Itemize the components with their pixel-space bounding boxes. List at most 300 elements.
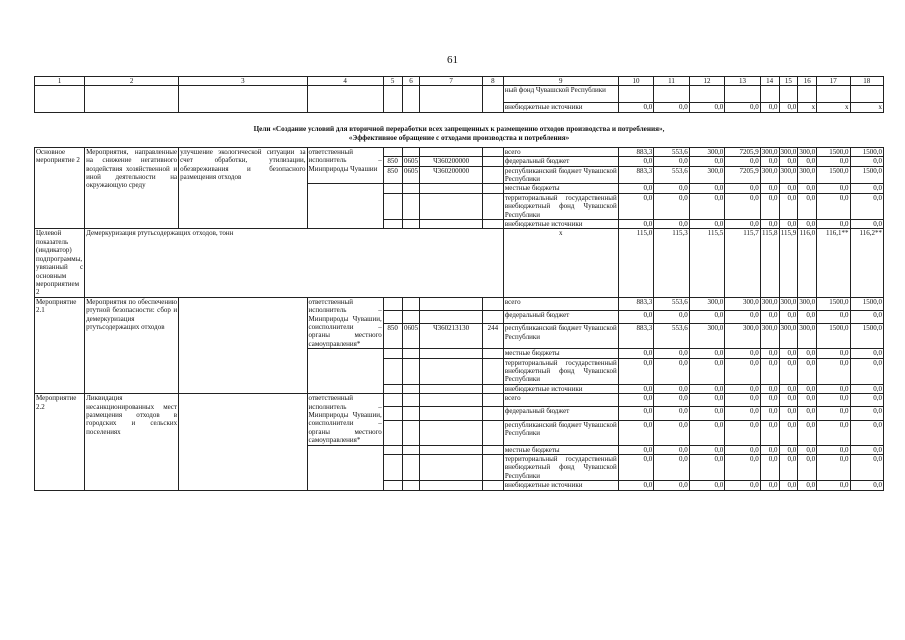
value-cell: 0,0: [850, 455, 884, 481]
source-cell: ный фонд Чувашской Республики: [503, 86, 618, 103]
column-header: 1: [35, 77, 85, 86]
code-cell: 244: [482, 324, 503, 349]
value-cell: 1500,0: [817, 147, 850, 156]
executor: [307, 445, 383, 490]
value-cell: 0,0: [760, 394, 779, 407]
table-cell: [798, 86, 817, 103]
source-cell: территориальный государственный внебюджетный фонд Чувашской Республики: [504, 193, 617, 219]
code-cell: [402, 349, 420, 358]
code-cell: [383, 193, 402, 219]
value-cell: 0,0: [779, 394, 798, 407]
source-cell: республиканский бюджет Чувашской Республики: [503, 324, 618, 349]
value-cell: 0,0: [654, 407, 690, 420]
value-cell: 0,0: [850, 394, 884, 407]
code-cell: [482, 349, 503, 358]
value-cell: 0,0: [779, 358, 798, 384]
code-cell: [383, 455, 402, 481]
value-cell: 116,0: [798, 229, 817, 297]
table-cell: [817, 86, 850, 103]
code-cell: [402, 394, 420, 407]
value-cell: 0,0: [689, 407, 725, 420]
code-cell: [482, 420, 503, 445]
code-cell: [402, 481, 420, 490]
value-cell: 0,0: [779, 481, 798, 490]
value-cell: 1500,0: [850, 147, 884, 156]
goal-heading: [35, 112, 884, 147]
indicator-title: Целевой показатель (индикатор) подпрограммы, увязанный с основным мероприятием 2: [36, 229, 84, 297]
value-cell: 553,6: [654, 147, 690, 156]
value-cell: 0,0: [850, 310, 884, 323]
table-row: [35, 297, 884, 310]
column-header: 6: [402, 77, 420, 86]
measure-goal: улучшение экологической ситуации за счет обработки, утилизации, обезвреживания и безопасного размещения отходов: [179, 147, 307, 229]
measure-title: Основное мероприятие 2: [35, 147, 85, 229]
code-cell: [402, 220, 420, 229]
value-cell: 0,0: [779, 193, 798, 219]
value-cell: 0,0: [654, 310, 690, 323]
indicator-row: [35, 229, 884, 297]
value-cell: 0,0: [850, 349, 884, 358]
value-cell: 1500,0: [817, 324, 850, 349]
value-cell: 0,0: [689, 220, 725, 229]
value-cell: 0,0: [817, 349, 850, 358]
value-cell: 0,0: [760, 420, 779, 445]
value-cell: 0,0: [760, 358, 779, 384]
table-row: [35, 147, 884, 156]
value-cell: 300,0: [779, 166, 798, 184]
value-cell: 1500,0: [817, 166, 850, 184]
value-cell: 0,0: [760, 349, 779, 358]
column-header: 10: [618, 77, 654, 86]
column-header: 11: [654, 77, 690, 86]
code-cell: [420, 297, 483, 310]
code-cell: [482, 220, 503, 229]
code-cell: [402, 455, 420, 481]
code-cell: [420, 184, 483, 193]
column-header: 5: [383, 77, 402, 86]
value-cell: 0,0: [689, 310, 725, 323]
value-cell: 0,0: [779, 420, 798, 445]
value-cell: 300,0: [779, 324, 798, 349]
value-cell: 0,0: [725, 193, 761, 219]
value-cell: 553,6: [654, 166, 690, 184]
column-header: 14: [760, 77, 779, 86]
source-cell: всего: [503, 147, 618, 156]
table-row: [35, 394, 884, 407]
code-cell: [402, 420, 420, 445]
executor: ответственный исполнитель – Минприроды Чувашии, соисполнители – органы местного самоуправления*: [308, 394, 382, 445]
table-cell: [850, 86, 884, 103]
code-cell: [383, 184, 402, 193]
code-cell: [482, 166, 503, 184]
value-cell: 553,6: [654, 324, 690, 349]
code-cell: [482, 455, 503, 481]
value-cell: 0,0: [618, 420, 654, 445]
code-cell: Ч360200000: [420, 157, 483, 166]
code-cell: [482, 358, 503, 384]
value-cell: 0,0: [817, 455, 850, 481]
value-cell: 0,0: [798, 193, 817, 219]
code-cell: [420, 193, 483, 219]
source-cell: внебюджетные источники: [503, 481, 618, 490]
code-cell: [383, 220, 402, 229]
value-cell: 1500,0: [850, 297, 884, 310]
code-cell: [482, 394, 503, 407]
value-cell: 115,5: [689, 229, 725, 297]
value-cell: 0,0: [850, 481, 884, 490]
value-cell: 0,0: [689, 349, 725, 358]
value-cell: 300,0: [725, 297, 761, 310]
code-cell: [383, 407, 402, 420]
value-cell: 0,0: [817, 358, 850, 384]
code-cell: [420, 349, 483, 358]
executor: ответственный исполнитель – Минприроды Чувашии: [307, 147, 383, 184]
code-cell: [383, 394, 402, 407]
value-cell: 0,0: [618, 481, 654, 490]
value-cell: 0,0: [798, 157, 817, 166]
column-header: 8: [482, 77, 503, 86]
value-cell: 0,0: [779, 384, 798, 393]
value-cell: 7205,9: [725, 147, 761, 156]
goal-line: «Эффективное обращение с отходами производства и потребления»: [348, 133, 570, 142]
code-cell: [402, 193, 420, 219]
code-cell: [420, 394, 483, 407]
executor: ответственный исполнитель – Минприроды Чувашии, соисполнители – органы местного самоуправления*: [308, 297, 382, 348]
code-cell: [383, 310, 402, 323]
header-row: [35, 77, 884, 86]
code-cell: [482, 384, 503, 393]
value-cell: 0,0: [654, 184, 690, 193]
code-cell: [383, 297, 402, 310]
value-cell: 0,0: [654, 103, 690, 112]
measure-title: Мероприятие 2.2: [35, 394, 85, 490]
column-header: 7: [420, 77, 483, 86]
indicator-x: x: [503, 229, 618, 297]
value-cell: 0,0: [618, 349, 654, 358]
value-cell: 0,0: [760, 445, 779, 454]
column-header: 13: [725, 77, 761, 86]
table-cell: [420, 86, 483, 112]
value-cell: 0,0: [618, 103, 654, 112]
code-cell: [482, 297, 503, 310]
value-cell: 0,0: [779, 220, 798, 229]
value-cell: 300,0: [689, 297, 725, 310]
source-cell: внебюджетные источники: [503, 384, 618, 393]
value-cell: 0,0: [779, 157, 798, 166]
value-cell: 0,0: [725, 349, 761, 358]
source-cell: всего: [503, 394, 618, 407]
indicator-name: Демеркуризация ртутьсодержащих отходов, тонн: [85, 229, 504, 297]
value-cell: 0,0: [779, 310, 798, 323]
value-cell: 0,0: [618, 157, 654, 166]
value-cell: 300,0: [798, 166, 817, 184]
value-cell: 0,0: [798, 394, 817, 407]
value-cell: 0,0: [618, 310, 654, 323]
source-cell: местные бюджеты: [503, 445, 618, 454]
measure-goal: [179, 394, 307, 490]
value-cell: 300,0: [760, 166, 779, 184]
value-cell: 116,2**: [850, 229, 884, 297]
value-cell: 0,0: [760, 384, 779, 393]
value-cell: 0,0: [779, 103, 798, 112]
value-cell: 0,0: [689, 358, 725, 384]
value-cell: 0,0: [725, 310, 761, 323]
value-cell: 1500,0: [850, 166, 884, 184]
value-cell: 300,0: [689, 324, 725, 349]
column-header: 3: [179, 77, 307, 86]
value-cell: 0,0: [654, 193, 690, 219]
value-cell: 0,0: [689, 184, 725, 193]
value-cell: 0,0: [817, 193, 850, 219]
value-cell: 115,9: [779, 229, 798, 297]
value-cell: 0,0: [798, 184, 817, 193]
value-cell: 0,0: [654, 349, 690, 358]
value-cell: 0,0: [654, 445, 690, 454]
value-cell: 1500,0: [850, 324, 884, 349]
code-cell: 850: [383, 324, 402, 349]
code-cell: [383, 445, 402, 454]
code-cell: [482, 310, 503, 323]
value-cell: 0,0: [760, 455, 779, 481]
value-cell: 0,0: [618, 455, 654, 481]
program-table: [34, 76, 884, 491]
executor: [307, 349, 383, 394]
code-cell: [383, 481, 402, 490]
value-cell: 1500,0: [817, 297, 850, 310]
column-header: 4: [307, 77, 383, 86]
value-cell: x: [850, 103, 884, 112]
value-cell: 300,0: [760, 297, 779, 310]
value-cell: 0,0: [850, 193, 884, 219]
measure-goal: [179, 297, 307, 393]
table-cell: [35, 86, 85, 112]
value-cell: 0,0: [760, 193, 779, 219]
value-cell: 300,0: [798, 324, 817, 349]
value-cell: 0,0: [689, 394, 725, 407]
code-cell: 0605: [402, 324, 420, 349]
table-cell: [482, 86, 503, 112]
value-cell: 0,0: [850, 220, 884, 229]
measure-name: Мероприятия, направленные на снижение негативного воздействия хозяйственной и иной деятельности на окружающую среду: [85, 147, 179, 229]
code-cell: [420, 220, 483, 229]
value-cell: 115,7: [725, 229, 761, 297]
value-cell: 0,0: [689, 193, 725, 219]
code-cell: [402, 147, 420, 156]
value-cell: 0,0: [798, 407, 817, 420]
source-cell: всего: [503, 297, 618, 310]
value-cell: 0,0: [725, 157, 761, 166]
value-cell: 0,0: [760, 220, 779, 229]
code-cell: [383, 147, 402, 156]
value-cell: 0,0: [618, 193, 654, 219]
code-cell: [402, 184, 420, 193]
value-cell: 0,0: [817, 220, 850, 229]
value-cell: 0,0: [725, 220, 761, 229]
value-cell: 0,0: [779, 184, 798, 193]
value-cell: 0,0: [689, 455, 725, 481]
value-cell: 883,3: [618, 324, 654, 349]
value-cell: 300,0: [799, 147, 816, 156]
value-cell: 300,0: [780, 147, 797, 156]
value-cell: 0,0: [725, 103, 761, 112]
value-cell: 0,0: [618, 394, 654, 407]
source-cell: федеральный бюджет: [503, 310, 618, 323]
code-cell: [402, 358, 420, 384]
code-cell: [482, 445, 503, 454]
value-cell: 0,0: [618, 445, 654, 454]
code-cell: [482, 147, 503, 156]
measure-title: Мероприятие 2.1: [35, 297, 85, 393]
value-cell: 0,0: [850, 358, 884, 384]
value-cell: 883,3: [618, 297, 654, 310]
code-cell: [420, 445, 483, 454]
value-cell: 0,0: [654, 481, 690, 490]
value-cell: 0,0: [654, 420, 690, 445]
value-cell: 0,0: [850, 420, 884, 445]
value-cell: 0,0: [760, 481, 779, 490]
source-cell: федеральный бюджет: [503, 157, 618, 166]
table-cell: [654, 86, 690, 103]
value-cell: 0,0: [618, 358, 654, 384]
value-cell: 300,0: [779, 297, 798, 310]
value-cell: x: [798, 103, 817, 112]
code-cell: [420, 384, 483, 393]
code-cell: [420, 147, 483, 156]
value-cell: 0,0: [725, 407, 761, 420]
value-cell: 0,0: [654, 394, 690, 407]
table-cell: [725, 86, 761, 103]
code-cell: 0605: [402, 166, 420, 184]
value-cell: 300,0: [689, 166, 725, 184]
value-cell: 115,8: [760, 229, 779, 297]
code-cell: [482, 193, 503, 219]
source-cell: местные бюджеты: [503, 349, 618, 358]
value-cell: 0,0: [798, 220, 817, 229]
value-cell: 0,0: [725, 358, 761, 384]
code-cell: [420, 420, 483, 445]
value-cell: 0,0: [798, 420, 817, 445]
code-cell: [402, 310, 420, 323]
value-cell: 0,0: [618, 220, 654, 229]
code-cell: Ч360200000: [420, 166, 483, 184]
value-cell: 0,0: [760, 103, 779, 112]
table-cell: [779, 86, 798, 103]
column-header: 18: [850, 77, 884, 86]
code-cell: [402, 445, 420, 454]
table-cell: [402, 86, 420, 112]
source-cell: внебюджетные источники: [503, 103, 618, 112]
value-cell: 300,0: [761, 147, 778, 156]
value-cell: 0,0: [817, 481, 850, 490]
code-cell: 850: [383, 166, 402, 184]
value-cell: 0,0: [817, 184, 850, 193]
code-cell: [482, 157, 503, 166]
value-cell: 300,0: [760, 324, 779, 349]
code-cell: [420, 455, 483, 481]
table-cell: [307, 86, 383, 112]
value-cell: 115,3: [654, 229, 690, 297]
source-cell: федеральный бюджет: [503, 407, 618, 420]
value-cell: 0,0: [817, 157, 850, 166]
value-cell: 0,0: [654, 157, 690, 166]
column-header: 2: [85, 77, 179, 86]
value-cell: 0,0: [689, 420, 725, 445]
value-cell: 0,0: [725, 455, 761, 481]
value-cell: 300,0: [798, 297, 817, 310]
table-cell: [179, 86, 307, 112]
code-cell: [482, 407, 503, 420]
table-cell: [383, 86, 402, 112]
value-cell: 0,0: [760, 184, 779, 193]
value-cell: 0,0: [850, 384, 884, 393]
value-cell: 0,0: [725, 184, 761, 193]
value-cell: 0,0: [689, 103, 725, 112]
value-cell: 0,0: [725, 445, 761, 454]
value-cell: 0,0: [689, 445, 725, 454]
page-number: 61: [447, 54, 458, 66]
value-cell: 0,0: [850, 445, 884, 454]
code-cell: [402, 297, 420, 310]
code-cell: [420, 481, 483, 490]
value-cell: 553,6: [654, 297, 690, 310]
value-cell: 883,3: [618, 166, 654, 184]
value-cell: x: [817, 103, 850, 112]
value-cell: 0,0: [654, 358, 690, 384]
value-cell: 0,0: [760, 310, 779, 323]
code-cell: [383, 358, 402, 384]
value-cell: 0,0: [817, 420, 850, 445]
value-cell: 7205,9: [725, 166, 761, 184]
value-cell: 115,0: [618, 229, 654, 297]
value-cell: 0,0: [725, 384, 761, 393]
value-cell: 0,0: [618, 407, 654, 420]
value-cell: 0,0: [798, 310, 817, 323]
value-cell: 0,0: [817, 384, 850, 393]
value-cell: 0,0: [779, 349, 798, 358]
value-cell: 0,0: [817, 394, 850, 407]
value-cell: 0,0: [817, 407, 850, 420]
source-cell: внебюджетные источники: [503, 220, 618, 229]
value-cell: 0,0: [725, 420, 761, 445]
value-cell: 116,1**: [817, 229, 850, 297]
value-cell: 0,0: [850, 184, 884, 193]
value-cell: 0,0: [654, 220, 690, 229]
measure-name: Ликвидация несанкционированных мест размещения отходов в городских и сельских поселениях: [85, 394, 179, 490]
value-cell: 0,0: [689, 384, 725, 393]
value-cell: 0,0: [654, 384, 690, 393]
table-cell: [85, 86, 179, 112]
code-cell: [420, 310, 483, 323]
value-cell: 0,0: [654, 455, 690, 481]
code-cell: [383, 420, 402, 445]
value-cell: 0,0: [618, 384, 654, 393]
value-cell: 0,0: [817, 445, 850, 454]
column-header: 15: [779, 77, 798, 86]
code-cell: [402, 384, 420, 393]
value-cell: 0,0: [798, 384, 817, 393]
code-cell: Ч360213130: [420, 324, 483, 349]
value-cell: 0,0: [689, 481, 725, 490]
code-cell: 0605: [403, 157, 418, 166]
value-cell: 0,0: [850, 407, 884, 420]
value-cell: 300,0: [725, 324, 761, 349]
value-cell: 0,0: [760, 157, 779, 166]
source-cell: республиканский бюджет Чувашской Республики: [503, 420, 618, 445]
value-cell: 0,0: [798, 481, 817, 490]
value-cell: 300,0: [689, 147, 725, 156]
value-cell: 0,0: [798, 349, 817, 358]
table-cell: [689, 86, 725, 103]
